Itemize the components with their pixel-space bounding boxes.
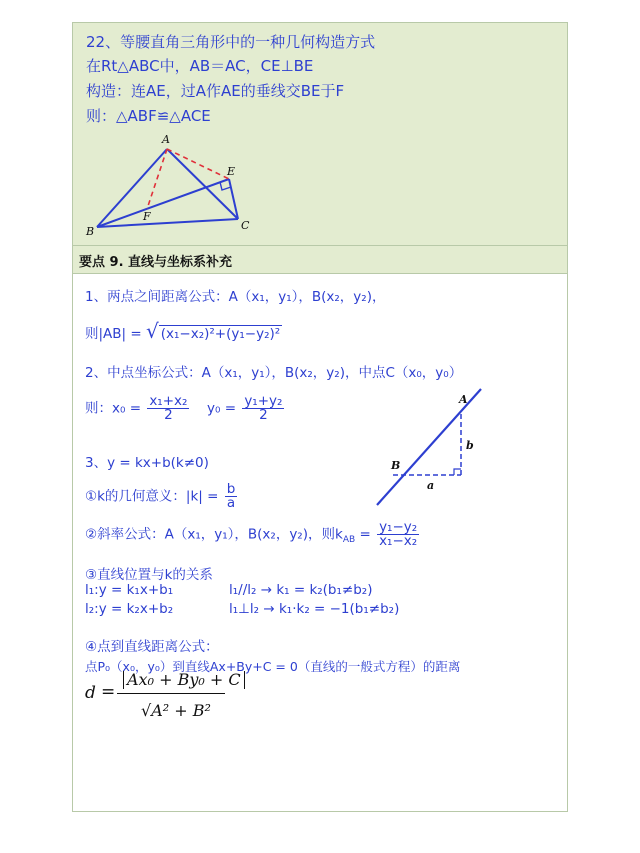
distance-formula-left: 则|AB| = xyxy=(85,326,142,342)
k-meaning-denominator: a xyxy=(225,496,238,510)
label-b: b xyxy=(466,439,474,452)
section-header xyxy=(73,246,567,274)
slope-formula-left: ②斜率公式：A（x₁，y₁），B(x₂，y₂)，则k xyxy=(85,526,343,543)
formula-numerator: Ax₀ + By₀ + C xyxy=(123,671,245,689)
label-A2: A xyxy=(459,393,468,406)
right-angle-mark xyxy=(454,469,461,475)
distance-formula-title: 1、两点之间距离公式：A（x₁，y₁），B(x₂，y₂)， xyxy=(85,289,386,305)
k-meaning-fraction xyxy=(225,483,238,510)
midpoint-x-fraction xyxy=(147,395,189,422)
label-B: B xyxy=(86,225,95,238)
line-equation-title: 3、y = kx+b(k≠0) xyxy=(85,455,209,471)
problem-given: 在Rt△ABC中，AB＝AC，CE⊥BE xyxy=(86,57,314,75)
midpoint-x-denominator: 2 xyxy=(147,408,189,422)
label-E: E xyxy=(227,165,236,178)
point-line-distance-desc: 点P₀（x₀，y₀）到直线Ax+By+C = 0（直线的一般式方程）的距离 xyxy=(85,659,461,674)
k-meaning-numerator: b xyxy=(226,481,236,497)
edge-AC xyxy=(167,149,238,219)
formula-equals: = xyxy=(101,682,116,702)
formula-d: d xyxy=(85,683,96,703)
label-a: a xyxy=(427,479,435,492)
k-geometric-meaning xyxy=(85,483,239,510)
midpoint-x-left: 则：x₀ = xyxy=(85,400,142,417)
problem-construction: 构造：连AE，过A作AE的垂线交BE于F xyxy=(86,82,345,100)
slope-eq: = xyxy=(355,526,371,543)
slope-subscript: AB xyxy=(342,535,356,546)
slope-figure xyxy=(363,383,503,533)
midpoint-formula-title: 2、中点坐标公式：A（x₁，y₁），B(x₂，y₂)，中点C（x₀，y₀） xyxy=(85,365,463,381)
midpoint-y-left: y₀ = xyxy=(207,400,237,417)
label-C: C xyxy=(241,219,250,232)
k-meaning-left: ①k的几何意义：|k| = xyxy=(85,488,219,505)
dashed-AF xyxy=(147,149,167,209)
midpoint-y-denominator: 2 xyxy=(242,408,284,422)
note-sheet xyxy=(72,22,568,812)
label-A: A xyxy=(162,133,170,146)
problem-conclusion: 则：△ABF≌△ACE xyxy=(86,107,211,125)
midpoint-y-fraction xyxy=(242,395,284,422)
edge-CE xyxy=(229,179,238,219)
midpoint-x-formula xyxy=(85,395,191,422)
slope-numerator: y₁−y₂ xyxy=(379,519,418,535)
label-B2: B xyxy=(391,459,401,472)
formula-fraction-bar xyxy=(117,693,225,694)
line2-equation: l₂:y = k₂x+b₂ xyxy=(85,601,174,617)
triangle-figure xyxy=(73,23,567,245)
perpendicular-relation: l₁⊥l₂ → k₁·k₂ = −1(b₁≠b₂) xyxy=(229,601,400,617)
distance-radicand: (x₁−x₂)²+(y₁−y₂)² xyxy=(160,326,281,342)
distance-formula xyxy=(85,319,282,343)
line-relation-title: ③直线位置与k的关系 xyxy=(85,567,213,583)
dashed-AE xyxy=(167,149,229,179)
section-title: 要点 9. 直线与坐标系补充 xyxy=(79,255,233,270)
line1-equation: l₁:y = k₁x+b₁ xyxy=(85,582,174,598)
triangle-construction-panel xyxy=(73,23,567,246)
midpoint-x-numerator: x₁+x₂ xyxy=(149,393,188,409)
formula-denominator: √A² + B² xyxy=(141,701,211,720)
midpoint-y-numerator: y₁+y₂ xyxy=(244,393,283,409)
midpoint-y-formula xyxy=(207,395,286,422)
problem-title: 22、等腰直角三角形中的一种几何构造方式 xyxy=(86,33,376,51)
label-F: F xyxy=(143,210,151,223)
slope-denominator: x₁−x₂ xyxy=(379,533,418,549)
parallel-relation: l₁//l₂ → k₁ = k₂(b₁≠b₂) xyxy=(229,582,373,598)
point-line-distance-title: ④点到直线距离公式： xyxy=(85,639,219,655)
sqrt-sign: √ xyxy=(146,319,159,343)
